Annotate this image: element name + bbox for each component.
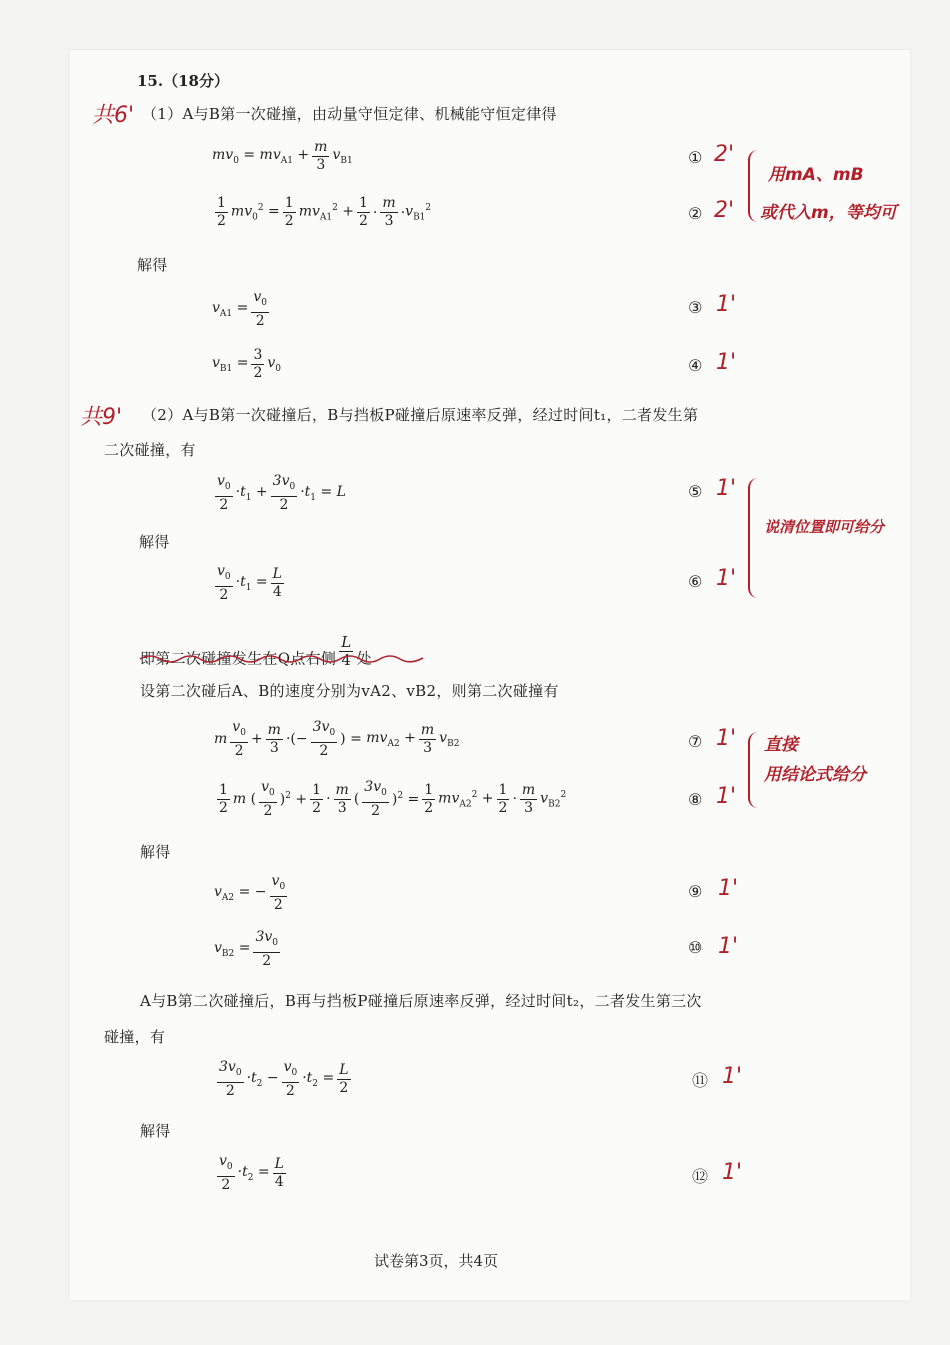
score-3: 1' [716, 292, 737, 317]
equation-10: $v_{B2}$ = $\frac{3v_0}{2}$ [214, 929, 279, 969]
score-8: 1' [716, 784, 737, 809]
marker-2: ② [688, 204, 703, 223]
handwritten-wavy-underline [138, 649, 428, 669]
equation-9: $v_{A2}$ = − $\frac{v_0}{2}$ [214, 873, 286, 913]
marker-3: ③ [688, 298, 703, 317]
annotation-1-line1: 用mA、mB [768, 165, 864, 185]
equation-3: $v_{A1}$ = $\frac{v_0}{2}$ [212, 289, 267, 329]
position-result-frac-num: L [341, 633, 352, 651]
part2-intro-line1: （2）A与B第一次碰撞后，B与挡板P碰撞后原速率反弹，经过时间t₁，二者发生第 [142, 406, 699, 424]
position-result-frac-den: 4 [341, 651, 352, 669]
marker-8: ⑧ [688, 790, 703, 809]
marker-12: ⑫ [692, 1167, 709, 1186]
third-collision-line1: A与B第二次碰撞后，B再与挡板P碰撞后原速率反弹，经过时间t₂，二者发生第三次 [140, 992, 702, 1010]
marker-1: ① [688, 148, 703, 167]
score-6: 1' [716, 566, 737, 591]
part1-score-note: 共6' [92, 103, 135, 128]
annotation-3-line1: 直接 [764, 735, 798, 755]
annotation-bracket-2 [748, 478, 760, 598]
marker-5: ⑤ [688, 482, 703, 501]
marker-10: ⑩ [688, 938, 703, 957]
solve-label-2: 解得 [139, 533, 170, 551]
score-1: 2' [714, 142, 735, 167]
equation-1: $mv_0 = mv_{A1}$ + $\frac{m}{3}$ $v_{B1}$ [212, 139, 353, 173]
equation-8: $\frac{1}{2}$ m ( $\frac{v_0}{2}$ )$^2$ + $\frac{1}{2}$ · $\frac{m}{3}$ ( $\frac{3v_0}{2}$ )$^2$ = $\frac{1}{2}$ $mv_{A2}^2$ + $\frac{1}{2}$ · $\frac{m}{3}$ $v_{B2}^2$ [219, 779, 567, 819]
position-result-text: 即第二次碰撞发生在Q点右侧 [140, 649, 337, 668]
marker-11: ⑪ [692, 1071, 709, 1090]
equation-6: $\frac{v_0}{2}$ $\cdot t_1$ = $\frac{L}{4}$ [217, 563, 282, 603]
marker-7: ⑦ [688, 732, 703, 751]
solve-label-3: 解得 [140, 843, 171, 861]
equation-5: $\frac{v_0}{2}$ $\cdot t_1$ + $\frac{3v_0}{2}$ $\cdot t_1 = L$ [217, 473, 346, 513]
position-result-tail: 处 [356, 649, 372, 668]
equation-2: $\frac{1}{2}$ $mv_0^2$ = $\frac{1}{2}$ $mv_{A1}^2$ + $\frac{1}{2}$ · $\frac{m}{3}$ · $v_{B1}^2$ [217, 195, 432, 229]
page-footer: 试卷第3页，共4页 [374, 1252, 499, 1270]
part1-intro: （1）A与B第一次碰撞，由动量守恒定律、机械能守恒定律得 [142, 105, 557, 123]
score-9: 1' [718, 876, 739, 901]
part2-score-note: 共9' [80, 405, 123, 430]
equation-4: $v_{B1}$ = $\frac{3}{2}$ $v_0$ [212, 347, 282, 381]
annotation-3-line2: 用结论式给分 [764, 765, 866, 785]
score-5: 1' [716, 476, 737, 501]
marker-4: ④ [688, 356, 703, 375]
solve-label-4: 解得 [140, 1122, 171, 1140]
velocity-setup: 设第二次碰后A、B的速度分别为vA2、vB2，则第二次碰撞有 [140, 682, 559, 700]
score-10: 1' [718, 934, 739, 959]
solve-label-1: 解得 [137, 256, 168, 274]
equation-11: $\frac{3v_0}{2}$ $\cdot t_2$ − $\frac{v_0}{2}$ $\cdot t_2$ = $\frac{L}{2}$ [219, 1059, 349, 1099]
annotation-2: 说清位置即可给分 [764, 518, 885, 536]
marker-6: ⑥ [688, 572, 703, 591]
third-collision-line2: 碰撞，有 [104, 1028, 166, 1046]
marker-9: ⑨ [688, 882, 703, 901]
equation-12: $\frac{v_0}{2}$ $\cdot t_2$ = $\frac{L}{4}$ [219, 1153, 284, 1193]
score-12: 1' [722, 1160, 743, 1185]
annotation-1-line2: 或代入m，等均可 [760, 203, 897, 223]
score-2: 2' [714, 198, 735, 223]
score-7: 1' [716, 726, 737, 751]
score-11: 1' [722, 1064, 743, 1089]
annotation-bracket-1 [748, 150, 760, 222]
part2-intro-line2: 二次碰撞，有 [104, 441, 196, 459]
question-heading: 15.（18分） [137, 72, 229, 90]
equation-7: m $\frac{v_0}{2}$ + $\frac{m}{3}$ ·(− $\frac{3v_0}{2}$ ) = $mv_{A2}$ + $\frac{m}{3}$ $v_{B2}$ [214, 719, 460, 759]
annotation-bracket-3 [748, 732, 760, 808]
score-4: 1' [716, 350, 737, 375]
